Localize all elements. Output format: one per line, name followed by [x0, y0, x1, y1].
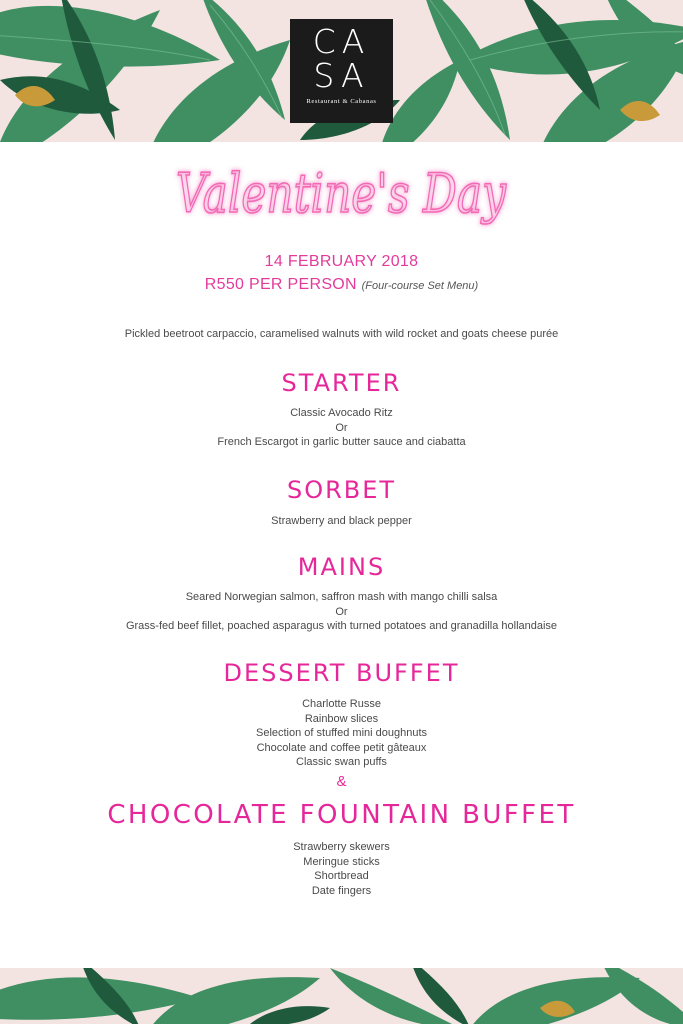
bottom-leaf-banner — [0, 968, 683, 1024]
list-item: Grass-fed beef fillet, poached asparagus with turned potatoes and granadilla hollandaise — [125, 620, 558, 632]
mains-items — [0, 590, 683, 634]
price-text: R550 PER PERSON — [204, 276, 357, 293]
list-item: Rainbow slices — [304, 712, 379, 725]
casa-logo — [290, 19, 393, 123]
list-item: Or — [335, 605, 348, 618]
fountain-heading: CHOCOLATE FOUNTAIN BUFFET — [107, 800, 576, 830]
list-item: Strawberry skewers — [293, 841, 390, 853]
list-item: Or — [335, 421, 348, 434]
banana-leaf-pattern — [0, 968, 683, 1024]
amuse-bouche: Pickled beetroot carpaccio, caramelised walnuts with wild rocket and goats cheese purée — [124, 328, 559, 340]
sorbet-items — [0, 514, 683, 529]
dessert-heading: DESSERT BUFFET — [223, 659, 460, 687]
mains-heading: MAINS — [297, 553, 386, 581]
list-item: Seared Norwegian salmon, saffron mash with mango chilli salsa — [185, 591, 498, 603]
event-date: 14 FEBRUARY 2018 — [264, 253, 419, 270]
starter-items — [0, 406, 683, 450]
list-item: Meringue sticks — [303, 855, 380, 868]
event-price — [0, 276, 683, 294]
sorbet-heading: SORBET — [286, 476, 397, 504]
list-item: Classic Avocado Ritz — [290, 407, 393, 419]
script-title-text: Valentine's Day — [176, 162, 508, 225]
list-item: Shortbread — [314, 870, 369, 882]
starter-heading: STARTER — [281, 369, 402, 397]
dessert-items — [0, 697, 683, 770]
list-item: Chocolate and coffee petit gâteaux — [256, 741, 427, 754]
logo-line-1: CA — [312, 22, 371, 61]
price-note: (Four-course Set Menu) — [361, 280, 479, 292]
fountain-items — [0, 840, 683, 898]
list-item: Date fingers — [311, 884, 372, 897]
ampersand: & — [336, 773, 347, 790]
logo-line-2: SA — [313, 56, 370, 95]
list-item: Charlotte Russe — [302, 698, 381, 710]
list-item: Selection of stuffed mini doughnuts — [255, 727, 428, 739]
list-item: Strawberry and black pepper — [271, 515, 412, 527]
valentines-day-title — [0, 150, 683, 240]
list-item: French Escargot in garlic butter sauce and ciabatta — [217, 436, 466, 448]
list-item: Classic swan puffs — [296, 756, 387, 768]
logo-subtitle: Restaurant & Cabanas — [306, 98, 377, 105]
